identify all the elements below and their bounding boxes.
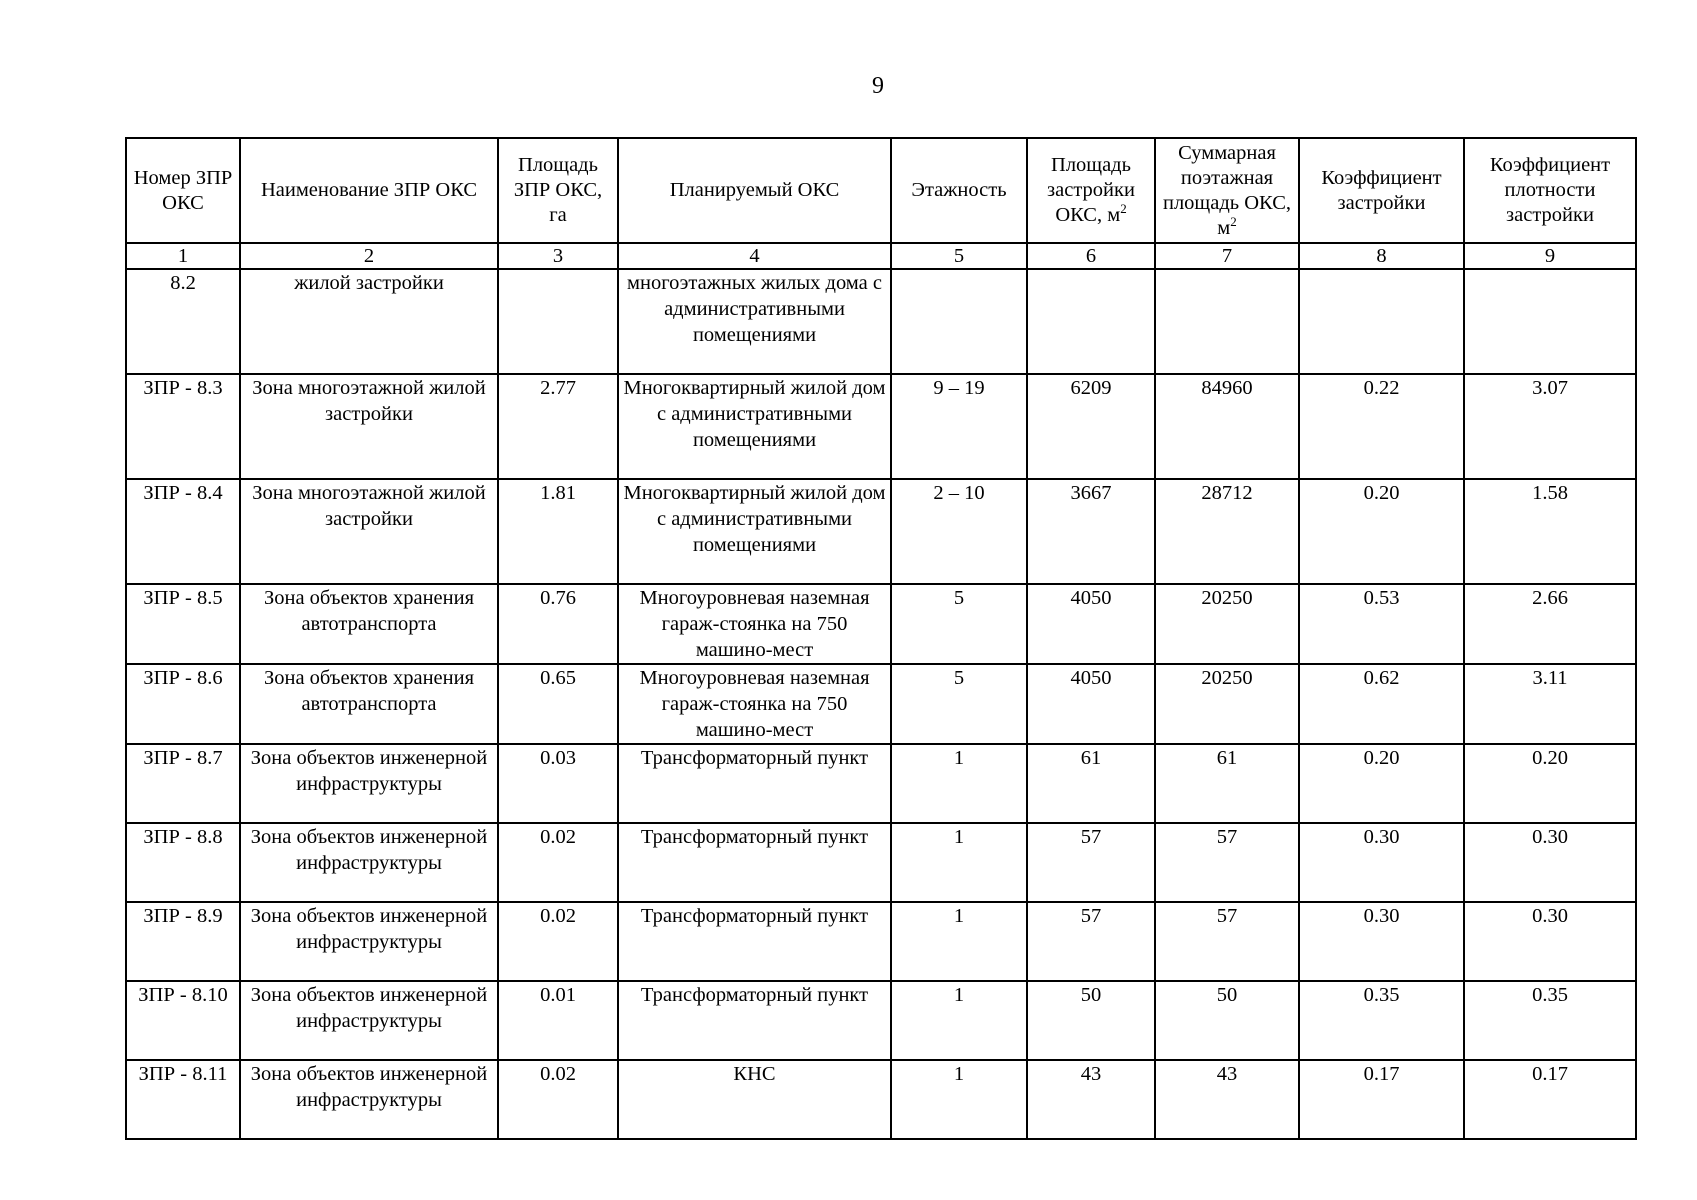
cell-zone-name: Зона объектов инженерной инфраструктуры — [240, 744, 498, 823]
cell-building-area: 57 — [1027, 823, 1155, 902]
cell-zone-number: ЗПР - 8.8 — [126, 823, 240, 902]
cell-total-floor-area: 84960 — [1155, 374, 1299, 479]
column-number: 8 — [1299, 243, 1464, 269]
cell-planned-object: Многоуровневая наземная гараж-стоянка на 750 машино-мест — [618, 664, 891, 744]
header-building-area-text: Площадь застройки ОКС, м — [1047, 154, 1135, 226]
cell-density-coefficient: 0.30 — [1464, 902, 1636, 981]
column-number: 2 — [240, 243, 498, 269]
header-total-floor-area-text: Суммарная поэтажная площадь ОКС, м — [1162, 141, 1291, 239]
cell-total-floor-area: 61 — [1155, 744, 1299, 823]
zones-table — [125, 137, 1637, 1140]
cell-building-area: 61 — [1027, 744, 1155, 823]
cell-planned-object: Трансформаторный пункт — [618, 981, 891, 1060]
cell-planned-object: КНС — [618, 1060, 891, 1139]
header-density-coefficient: Коэффициент плотности застройки — [1464, 138, 1636, 243]
cell-zone-area: 0.76 — [498, 584, 618, 664]
cell-planned-object: Трансформаторный пункт — [618, 744, 891, 823]
unit-superscript: 2 — [1120, 201, 1127, 217]
cell-floors: 5 — [891, 664, 1027, 744]
cell-total-floor-area — [1155, 269, 1299, 374]
cell-building-coefficient: 0.35 — [1299, 981, 1464, 1060]
cell-zone-number: ЗПР - 8.10 — [126, 981, 240, 1060]
unit-superscript: 2 — [1230, 213, 1237, 229]
cell-floors: 9 – 19 — [891, 374, 1027, 479]
column-number-row — [126, 243, 1636, 269]
cell-zone-number: ЗПР - 8.4 — [126, 479, 240, 584]
column-number: 4 — [618, 243, 891, 269]
cell-building-coefficient: 0.53 — [1299, 584, 1464, 664]
cell-building-area: 6209 — [1027, 374, 1155, 479]
cell-density-coefficient — [1464, 269, 1636, 374]
cell-building-area: 4050 — [1027, 584, 1155, 664]
table-row — [126, 269, 1636, 374]
table-row — [126, 823, 1636, 902]
header-row — [126, 138, 1636, 243]
cell-zone-number: ЗПР - 8.9 — [126, 902, 240, 981]
cell-floors: 1 — [891, 1060, 1027, 1139]
table-row — [126, 584, 1636, 664]
cell-zone-name: Зона объектов хранения автотранспорта — [240, 664, 498, 744]
cell-building-coefficient: 0.20 — [1299, 744, 1464, 823]
cell-zone-area: 0.03 — [498, 744, 618, 823]
column-number: 7 — [1155, 243, 1299, 269]
cell-zone-area: 0.02 — [498, 902, 618, 981]
cell-density-coefficient: 0.35 — [1464, 981, 1636, 1060]
cell-floors: 2 – 10 — [891, 479, 1027, 584]
cell-total-floor-area: 28712 — [1155, 479, 1299, 584]
header-zone-number: Номер ЗПР ОКС — [126, 138, 240, 243]
cell-zone-number: ЗПР - 8.5 — [126, 584, 240, 664]
cell-planned-object: Многоквартирный жилой дом с административными помещениями — [618, 479, 891, 584]
cell-building-area: 43 — [1027, 1060, 1155, 1139]
header-zone-name: Наименование ЗПР ОКС — [240, 138, 498, 243]
cell-planned-object: Многоквартирный жилой дом с административными помещениями — [618, 374, 891, 479]
cell-planned-object: Многоуровневая наземная гараж-стоянка на 750 машино-мест — [618, 584, 891, 664]
cell-zone-name: Зона объектов инженерной инфраструктуры — [240, 823, 498, 902]
cell-planned-object: Трансформаторный пункт — [618, 902, 891, 981]
cell-zone-name: Зона многоэтажной жилой застройки — [240, 374, 498, 479]
cell-floors: 1 — [891, 823, 1027, 902]
cell-building-coefficient: 0.30 — [1299, 902, 1464, 981]
column-number: 6 — [1027, 243, 1155, 269]
header-total-floor-area — [1155, 138, 1299, 243]
cell-zone-number: ЗПР - 8.7 — [126, 744, 240, 823]
cell-density-coefficient: 0.30 — [1464, 823, 1636, 902]
column-number: 3 — [498, 243, 618, 269]
cell-zone-area: 0.02 — [498, 823, 618, 902]
cell-planned-object: Трансформаторный пункт — [618, 823, 891, 902]
cell-floors — [891, 269, 1027, 374]
table-row — [126, 374, 1636, 479]
cell-zone-name: Зона многоэтажной жилой застройки — [240, 479, 498, 584]
cell-zone-number: ЗПР - 8.6 — [126, 664, 240, 744]
cell-density-coefficient: 3.11 — [1464, 664, 1636, 744]
cell-planned-object: многоэтажных жилых дома с административными помещениями — [618, 269, 891, 374]
cell-zone-name: жилой застройки — [240, 269, 498, 374]
header-planned-object: Планируемый ОКС — [618, 138, 891, 243]
table-header — [126, 138, 1636, 269]
cell-total-floor-area: 43 — [1155, 1060, 1299, 1139]
header-floors: Этажность — [891, 138, 1027, 243]
cell-total-floor-area: 20250 — [1155, 584, 1299, 664]
cell-density-coefficient: 3.07 — [1464, 374, 1636, 479]
header-building-area — [1027, 138, 1155, 243]
cell-building-area: 57 — [1027, 902, 1155, 981]
cell-zone-name: Зона объектов хранения автотранспорта — [240, 584, 498, 664]
header-zone-area: Площадь ЗПР ОКС, га — [498, 138, 618, 243]
cell-building-coefficient: 0.62 — [1299, 664, 1464, 744]
table-row — [126, 664, 1636, 744]
cell-zone-area: 2.77 — [498, 374, 618, 479]
table-row — [126, 902, 1636, 981]
cell-zone-number: ЗПР - 8.3 — [126, 374, 240, 479]
cell-building-area — [1027, 269, 1155, 374]
cell-building-area: 3667 — [1027, 479, 1155, 584]
cell-floors: 1 — [891, 744, 1027, 823]
cell-floors: 1 — [891, 981, 1027, 1060]
cell-density-coefficient: 2.66 — [1464, 584, 1636, 664]
cell-zone-name: Зона объектов инженерной инфраструктуры — [240, 1060, 498, 1139]
cell-zone-area: 0.01 — [498, 981, 618, 1060]
cell-total-floor-area: 57 — [1155, 902, 1299, 981]
cell-floors: 5 — [891, 584, 1027, 664]
cell-floors: 1 — [891, 902, 1027, 981]
cell-zone-area — [498, 269, 618, 374]
cell-density-coefficient: 0.17 — [1464, 1060, 1636, 1139]
cell-building-coefficient: 0.22 — [1299, 374, 1464, 479]
cell-building-coefficient: 0.20 — [1299, 479, 1464, 584]
cell-zone-name: Зона объектов инженерной инфраструктуры — [240, 981, 498, 1060]
column-number: 1 — [126, 243, 240, 269]
column-number: 5 — [891, 243, 1027, 269]
cell-building-coefficient: 0.30 — [1299, 823, 1464, 902]
cell-total-floor-area: 50 — [1155, 981, 1299, 1060]
cell-density-coefficient: 1.58 — [1464, 479, 1636, 584]
cell-zone-number: ЗПР - 8.11 — [126, 1060, 240, 1139]
cell-zone-area: 0.02 — [498, 1060, 618, 1139]
cell-zone-name: Зона объектов инженерной инфраструктуры — [240, 902, 498, 981]
cell-building-area: 50 — [1027, 981, 1155, 1060]
cell-density-coefficient: 0.20 — [1464, 744, 1636, 823]
cell-total-floor-area: 57 — [1155, 823, 1299, 902]
table-row — [126, 981, 1636, 1060]
cell-zone-area: 0.65 — [498, 664, 618, 744]
table-body — [126, 269, 1636, 1139]
cell-building-coefficient — [1299, 269, 1464, 374]
column-number: 9 — [1464, 243, 1636, 269]
page-number: 9 — [872, 73, 884, 99]
header-building-coefficient: Коэффициент застройки — [1299, 138, 1464, 243]
table-row — [126, 479, 1636, 584]
cell-total-floor-area: 20250 — [1155, 664, 1299, 744]
cell-zone-number: 8.2 — [126, 269, 240, 374]
cell-zone-area: 1.81 — [498, 479, 618, 584]
table-row — [126, 1060, 1636, 1139]
cell-building-coefficient: 0.17 — [1299, 1060, 1464, 1139]
cell-building-area: 4050 — [1027, 664, 1155, 744]
table-row — [126, 744, 1636, 823]
